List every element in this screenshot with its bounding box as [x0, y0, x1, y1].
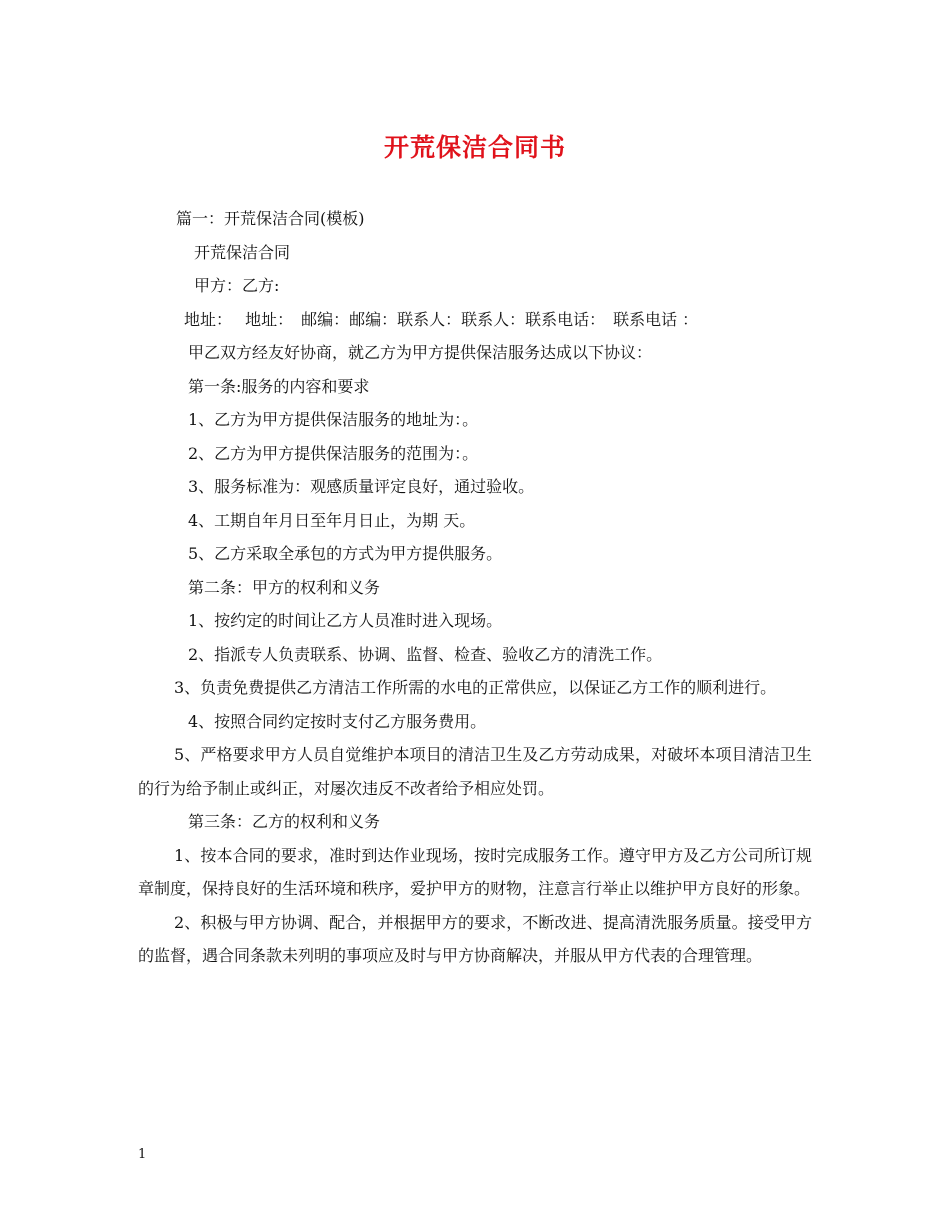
- agreement-intro: 甲乙双方经友好协商，就乙方为甲方提供保洁服务达成以下协议：: [188, 343, 653, 362]
- clause-line: 2、乙方为甲方提供保洁服务的范围为：。: [188, 443, 479, 463]
- clause-line: 3、服务标准为：观感质量评定良好，通过验收。: [188, 477, 535, 496]
- clause-line: 5、乙方采取全承包的方式为甲方提供服务。: [188, 544, 503, 563]
- clause-paragraph: 5、严格要求甲方人员自觉维护本项目的清洁卫生及乙方劳动成果，对破坏本项目清洁卫生的行为给予制止或纠正，对屡次违反不改者给予相应处罚。: [138, 745, 812, 798]
- contact-line: 地址： 地址： 邮编：邮编：联系人：联系人：联系电话： 联系电话 ：: [184, 309, 699, 329]
- document-body: [138, 202, 812, 973]
- document-title: 开荒保洁合同书: [383, 133, 566, 162]
- article-heading: 第一条:服务的内容和要求: [188, 376, 370, 396]
- contract-subtitle: 开荒保洁合同: [194, 242, 291, 262]
- section-heading: 篇一：开荒保洁合同(模板): [176, 209, 365, 228]
- clause-paragraph: 1、按本合同的要求，准时到达作业现场，按时完成服务工作。遵守甲方及乙方公司所订规章制度，保持良好的生活环境和秩序，爱护甲方的财物，注意言行举止以维护甲方良好的形象。: [138, 845, 812, 898]
- clause-line: 2、指派专人负责联系、协调、监督、检查、验收乙方的清洗工作。: [188, 644, 663, 664]
- page-number: 1: [138, 1147, 147, 1162]
- clause-paragraph: 3、负责免费提供乙方清洁工作所需的水电的正常供应，以保证乙方工作的顺利进行。: [174, 678, 777, 697]
- party-line: 甲方：乙方:: [194, 276, 280, 295]
- clause-line: 1、按约定的时间让乙方人员准时进入现场。: [188, 611, 503, 630]
- clause-line: 4、按照合同约定按时支付乙方服务费用。: [188, 711, 487, 731]
- clause-line: 1、乙方为甲方提供保洁服务的地址为：。: [188, 410, 479, 429]
- clause-paragraph: 2、积极与甲方协调、配合，并根据甲方的要求，不断改进、提高清洗服务质量。接受甲方的监督，遇合同条款未列明的事项应及时与甲方协商解决，并服从甲方代表的合理管理。: [138, 912, 812, 965]
- article-heading: 第三条：乙方的权利和义务: [188, 812, 381, 831]
- article-heading: 第二条：甲方的权利和义务: [188, 577, 381, 597]
- clause-line: 4、工期自年月日至年月日止，为期 天。: [188, 510, 476, 530]
